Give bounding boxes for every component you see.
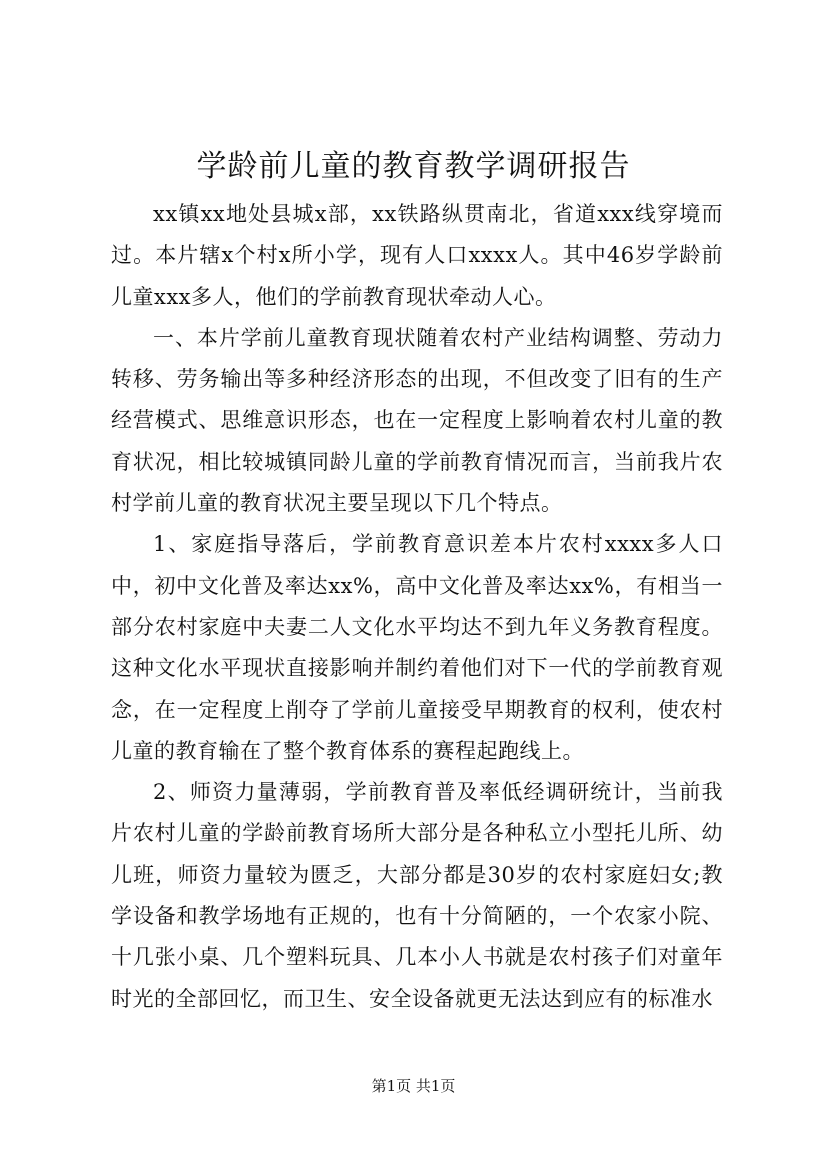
document-title: 学龄前儿童的教育教学调研报告 [196, 149, 631, 184]
page-footer: 第1页 共1页 [371, 1077, 456, 1095]
paragraph-section-one: 一、本片学前儿童教育现状随着农村产业结构调整、劳动力转移、劳务输出等多种经济形态的出现，不但改变了旧有的生产经营模式、思维意识形态，也在一定程度上影响着农村儿童的教育状况，相比较城镇同龄儿童的学前教育情况而言，当前我片农村学前儿童的教育状况主要呈现以下几个特点。 [111, 325, 723, 516]
paragraph-intro: xx镇xx地处县城x部，xx铁路纵贯南北，省道xxx线穿境而过。本片辖x个村x所小学，现有人口xxxx人。其中46岁学龄前儿童xxx多人，他们的学前教育现状牵动人心。 [111, 202, 723, 309]
document-body [111, 194, 723, 1020]
paragraph-point-two: 2、师资力量薄弱，学前教育普及率低经调研统计，当前我片农村儿童的学龄前教育场所大部分是各种私立小型托儿所、幼儿班，师资力量较为匮乏，大部分都是30岁的农村家庭妇女;教学设备和教学场地有正规的，也有十分简陋的，一个农家小院、十几张小桌、几个塑料玩具、几本小人书就是农村孩子们对童年时光的全部回忆，而卫生、安全设备就更无法达到应有的标准水 [111, 780, 723, 1011]
paragraph-point-one: 1、家庭指导落后，学前教育意识差本片农村xxxx多人口中，初中文化普及率达xx%，高中文化普及率达xx%，有相当一部分农村家庭中夫妻二人文化水平均达不到九年义务教育程度。这种文化水平现状直接影响并制约着他们对下一代的学前教育观念，在一定程度上削夺了学前儿童接受早期教育的权利，使农村儿童的教育输在了整个教育体系的赛程起跑线上。 [111, 532, 723, 763]
